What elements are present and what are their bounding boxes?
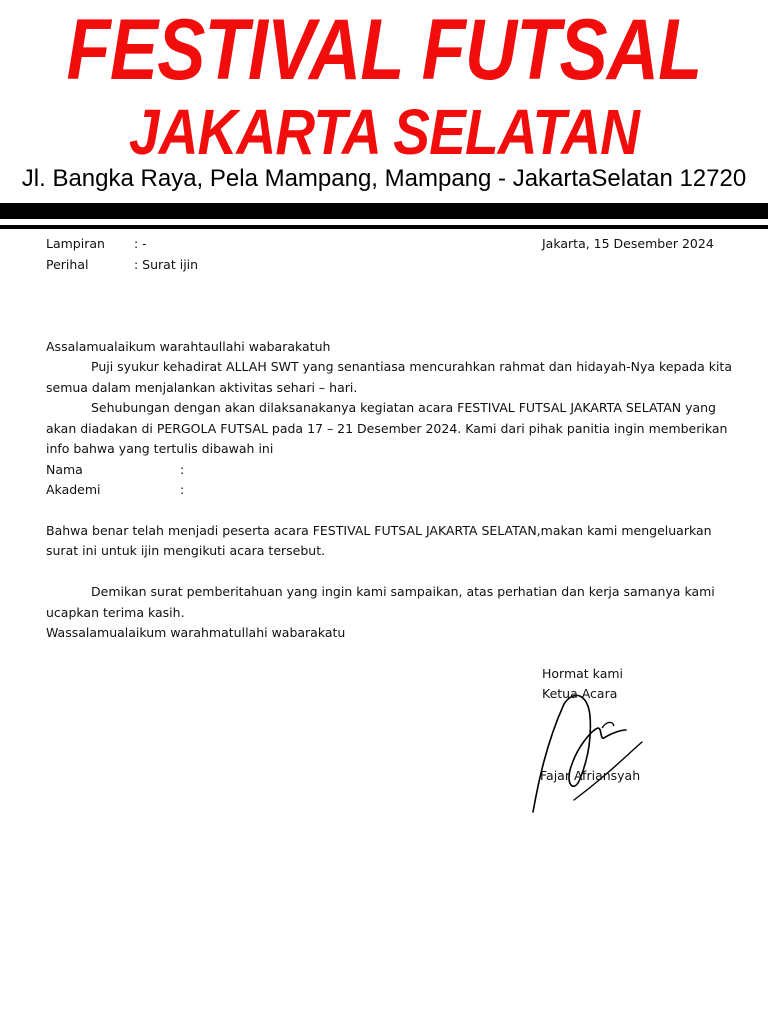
- place-date: Jakarta, 15 Desember 2024: [542, 236, 714, 251]
- handwritten-signature-icon: [516, 684, 668, 822]
- greeting: Assalamualaikum warahtaullahi wabarakatuh: [46, 339, 331, 354]
- letterhead-divider-thick: [0, 203, 768, 219]
- letterhead-divider-thin: [0, 225, 768, 229]
- event-subtitle: JAKARTA SELATAN: [129, 96, 639, 168]
- signer-position: Ketua Acara: [542, 686, 618, 701]
- para3-line1: Bahwa benar telah menjadi peserta acara FESTIVAL FUTSAL JAKARTA SELATAN,makan kami mengeluarkan: [46, 523, 712, 538]
- lampiran-value: : -: [134, 236, 147, 251]
- signer-name: Fajar Afriansyah: [540, 768, 641, 783]
- perihal-label: Perihal: [46, 257, 89, 272]
- para4-line2: ucapkan terima kasih.: [46, 605, 185, 620]
- akademi-colon: :: [180, 482, 185, 497]
- para2-line1: Sehubungan dengan akan dilaksanakanya kegiatan acara FESTIVAL FUTSAL JAKARTA SELATAN yang: [91, 400, 716, 415]
- para2-line2: akan diadakan di PERGOLA FUTSAL pada 17 – 21 Desember 2024. Kami dari pihak panitia ingin memberikan: [46, 421, 728, 436]
- event-title: FESTIVAL FUTSAL: [66, 2, 702, 98]
- para2-line3: info bahwa yang tertulis dibawah ini: [46, 441, 274, 456]
- signature-image: [516, 684, 668, 822]
- para4-line1: Demikan surat pemberitahuan yang ingin kami sampaikan, atas perhatian dan kerja samanya kami: [91, 584, 715, 599]
- para3-line2: surat ini untuk ijin mengikuti acara tersebut.: [46, 543, 326, 558]
- nama-label: Nama: [46, 462, 83, 477]
- akademi-label: Akademi: [46, 482, 101, 497]
- para1-line1: Puji syukur kehadirat ALLAH SWT yang senantiasa mencurahkan rahmat dan hidayah-Nya kepada kita: [91, 359, 732, 374]
- perihal-value: : Surat ijin: [134, 257, 199, 272]
- lampiran-label: Lampiran: [46, 236, 105, 251]
- closing-salutation: Wassalamualaikum warahmatullahi wabarakatu: [46, 625, 346, 640]
- letterhead-address: Jl. Bangka Raya, Pela Mampang, Mampang - JakartaSelatan 12720: [21, 165, 747, 192]
- nama-colon: :: [180, 462, 185, 477]
- para1-line2: semua dalam menjalankan aktivitas sehari – hari.: [46, 380, 358, 395]
- regards: Hormat kami: [542, 666, 624, 681]
